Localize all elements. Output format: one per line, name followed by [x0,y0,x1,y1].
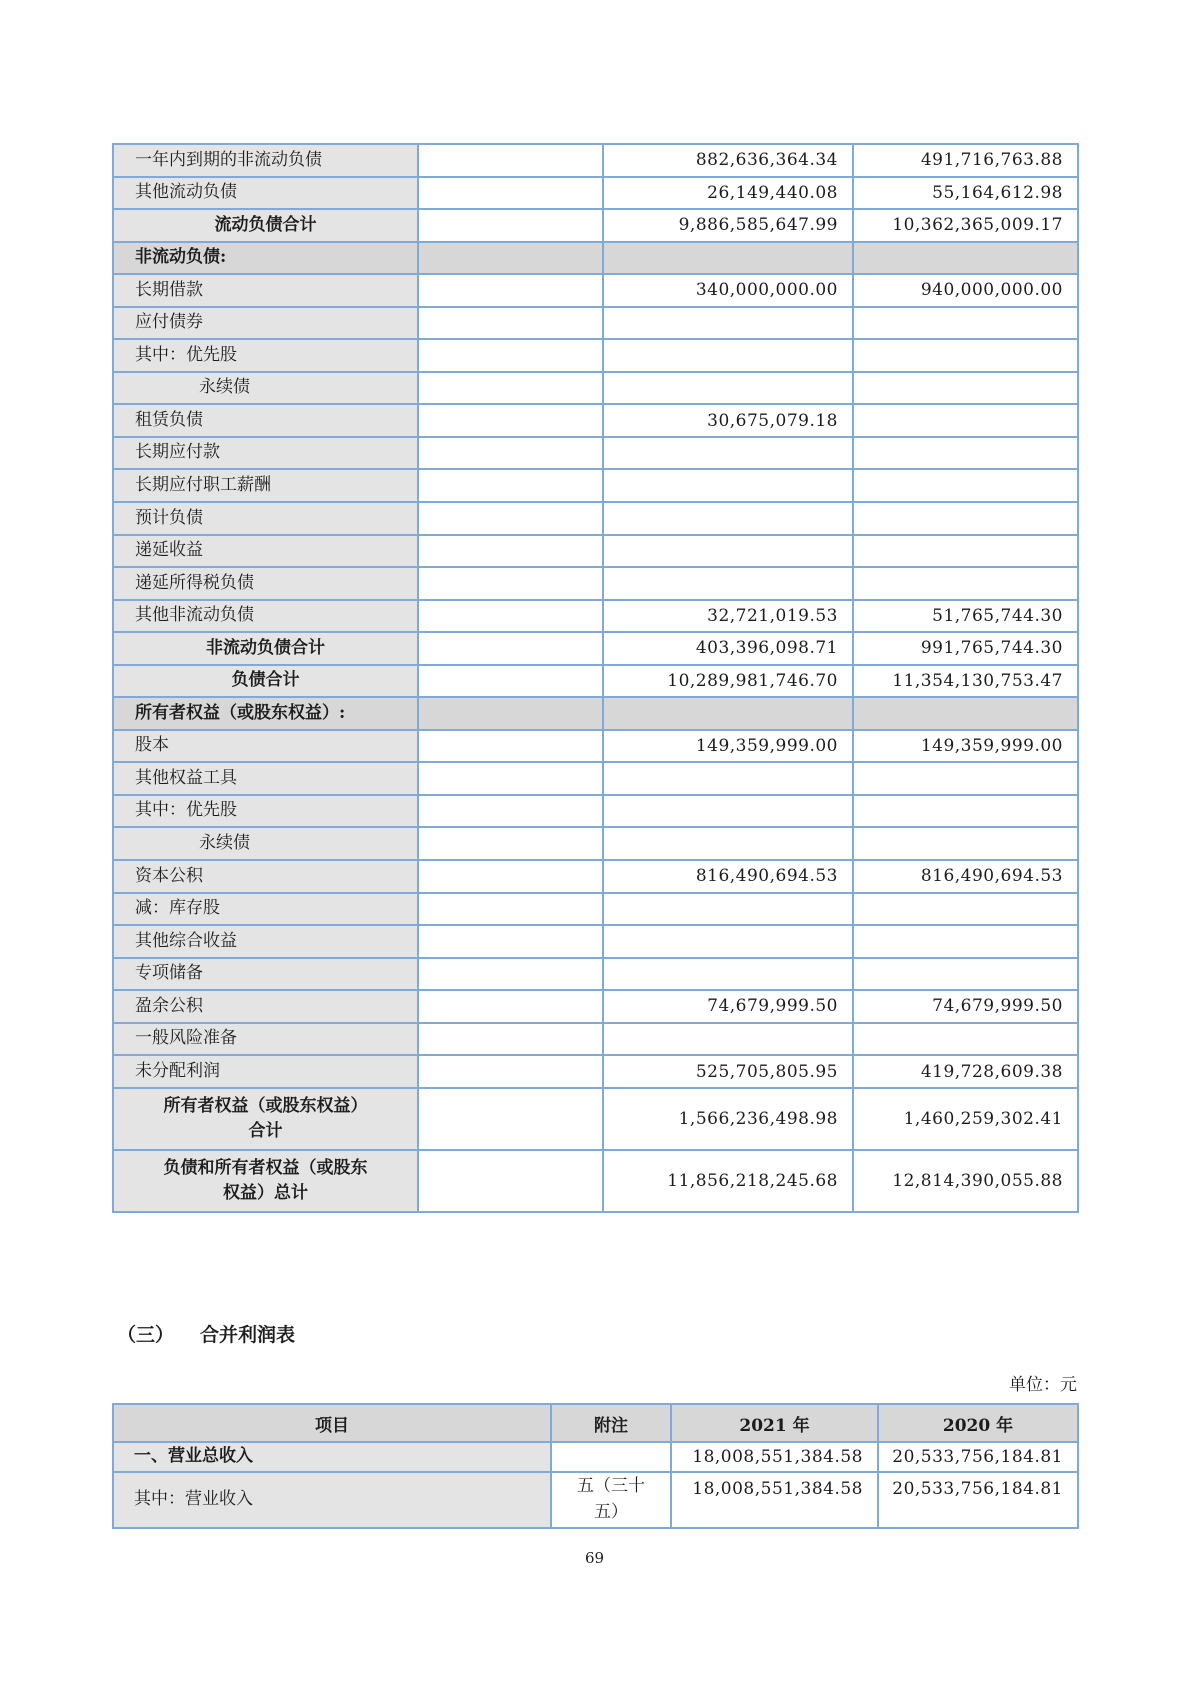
table-row [113,665,1078,698]
row-value-2021-cell [603,242,853,275]
row-note-cell [418,990,603,1023]
row-value-2021-cell [603,958,853,991]
row-value-2021-cell [603,567,853,600]
row-value-2020-cell [853,795,1078,828]
row-value-2020-cell [853,307,1078,340]
row-value-2021-cell [603,1023,853,1056]
row-note-cell [418,404,603,437]
row-value-2020-cell: 1,460,259,302.41 [853,1088,1078,1150]
column-header-note: 附注 [551,1404,671,1442]
row-label-cell: 一年内到期的非流动负债 [113,144,418,177]
row-note-cell [418,958,603,991]
table-row [113,242,1078,275]
row-value-2020-cell [853,535,1078,568]
row-note-cell [418,1055,603,1088]
row-note-cell [418,307,603,340]
row-value-2021-cell [603,827,853,860]
table-row [113,1472,1078,1528]
row-note-cell [418,437,603,470]
row-value-2021-cell [603,762,853,795]
table-row [113,274,1078,307]
row-value-2021-cell [603,697,853,730]
row-note-cell [418,177,603,210]
row-label-cell: 一般风险准备 [113,1023,418,1056]
row-note-cell [418,242,603,275]
row-value-2020-cell: 20,533,756,184.81 [878,1472,1078,1528]
row-value-2020-cell [853,339,1078,372]
row-value-2020-cell [853,242,1078,275]
income-statement-table [112,1403,1079,1529]
row-label-cell: 所有者权益（或股东权益） 合计 [113,1088,418,1150]
column-header-2020: 2020 年 [878,1404,1078,1442]
row-label-cell: 流动负债合计 [113,209,418,242]
row-value-2020-cell: 11,354,130,753.47 [853,665,1078,698]
row-value-2020-cell [853,404,1078,437]
row-label-cell: 其中：优先股 [113,795,418,828]
table-row [113,339,1078,372]
row-value-2020-cell: 12,814,390,055.88 [853,1150,1078,1212]
table-row [113,567,1078,600]
row-value-2020-cell [853,925,1078,958]
row-value-2020-cell: 816,490,694.53 [853,860,1078,893]
row-value-2021-cell: 11,856,218,245.68 [603,1150,853,1212]
row-label-cell: 其中：营业收入 [113,1472,551,1528]
row-label-cell: 长期应付职工薪酬 [113,469,418,502]
row-value-2020-cell: 991,765,744.30 [853,632,1078,665]
row-note-cell [418,893,603,926]
row-note-cell [418,144,603,177]
row-value-2020-cell [853,469,1078,502]
row-value-2020-cell: 419,728,609.38 [853,1055,1078,1088]
row-value-2020-cell [853,567,1078,600]
table-row [113,177,1078,210]
row-note-cell [418,795,603,828]
column-header-item: 项目 [113,1404,551,1442]
row-label-cell: 其他流动负债 [113,177,418,210]
table-row [113,762,1078,795]
row-note-cell [418,567,603,600]
row-note-cell [551,1442,671,1472]
row-label-cell: 所有者权益（或股东权益）: [113,697,418,730]
row-label-cell: 非流动负债合计 [113,632,418,665]
row-value-2021-cell: 1,566,236,498.98 [603,1088,853,1150]
row-value-2021-cell [603,437,853,470]
row-label-cell: 资本公积 [113,860,418,893]
row-note-cell [418,469,603,502]
table-row [113,404,1078,437]
row-note-cell [418,274,603,307]
row-value-2021-cell [603,535,853,568]
table-row [113,535,1078,568]
row-label-cell: 一、营业总收入 [113,1442,551,1472]
row-label-cell: 负债和所有者权益（或股东 权益）总计 [113,1150,418,1212]
row-value-2021-cell [603,502,853,535]
table-row [113,1442,1078,1472]
table-row [113,860,1078,893]
row-note-cell [418,1088,603,1150]
row-value-2021-cell: 149,359,999.00 [603,730,853,763]
row-value-2021-cell: 525,705,805.95 [603,1055,853,1088]
row-note-cell [418,665,603,698]
row-value-2020-cell: 149,359,999.00 [853,730,1078,763]
row-note-cell [418,1023,603,1056]
row-value-2020-cell: 74,679,999.50 [853,990,1078,1023]
row-note-cell: 五（三十 五） [551,1472,671,1528]
row-value-2020-cell [853,762,1078,795]
row-value-2021-cell: 9,886,585,647.99 [603,209,853,242]
table-row [113,144,1078,177]
row-value-2020-cell [853,437,1078,470]
table-row [113,958,1078,991]
row-label-cell: 预计负债 [113,502,418,535]
row-value-2021-cell: 10,289,981,746.70 [603,665,853,698]
table-row [113,437,1078,470]
row-value-2020-cell [853,827,1078,860]
row-label-cell: 专项储备 [113,958,418,991]
section-number: （三） [117,1324,175,1346]
row-value-2021-cell [603,925,853,958]
row-value-2020-cell: 20,533,756,184.81 [878,1442,1078,1472]
table-row [113,730,1078,763]
row-value-2021-cell: 32,721,019.53 [603,600,853,633]
row-value-2021-cell: 340,000,000.00 [603,274,853,307]
table-row [113,632,1078,665]
row-value-2020-cell [853,893,1078,926]
table-row [113,469,1078,502]
row-note-cell [418,600,603,633]
table-row [113,307,1078,340]
income-statement-header [113,1404,1078,1442]
row-value-2021-cell [603,307,853,340]
row-value-2021-cell [603,339,853,372]
row-value-2021-cell: 18,008,551,384.58 [671,1442,878,1472]
row-value-2020-cell [853,697,1078,730]
row-value-2020-cell [853,372,1078,405]
row-note-cell [418,860,603,893]
row-note-cell [418,827,603,860]
row-label-cell: 永续债 [113,827,418,860]
row-value-2021-cell [603,469,853,502]
row-label-cell: 其他非流动负债 [113,600,418,633]
table-row [113,600,1078,633]
row-label-cell: 减：库存股 [113,893,418,926]
unit-label: 单位：元 [1009,1375,1077,1395]
section-heading [117,1322,295,1348]
row-label-cell: 其他权益工具 [113,762,418,795]
row-label-cell: 递延所得税负债 [113,567,418,600]
row-note-cell [418,209,603,242]
row-note-cell [418,502,603,535]
table-row [113,990,1078,1023]
balance-sheet-body [113,144,1078,1212]
row-label-cell: 盈余公积 [113,990,418,1023]
row-label-cell: 其他综合收益 [113,925,418,958]
table-row [113,502,1078,535]
table-row [113,697,1078,730]
row-note-cell [418,339,603,372]
row-value-2021-cell: 26,149,440.08 [603,177,853,210]
row-label-cell: 租赁负债 [113,404,418,437]
page-number: 69 [584,1549,605,1567]
row-label-cell: 递延收益 [113,535,418,568]
row-value-2021-cell: 74,679,999.50 [603,990,853,1023]
row-value-2021-cell [603,893,853,926]
table-row [113,1088,1078,1150]
row-value-2021-cell: 403,396,098.71 [603,632,853,665]
row-value-2021-cell [603,795,853,828]
balance-sheet-table [112,143,1079,1213]
row-note-cell [418,730,603,763]
row-value-2020-cell: 10,362,365,009.17 [853,209,1078,242]
row-value-2021-cell [603,372,853,405]
row-value-2020-cell: 940,000,000.00 [853,274,1078,307]
table-row [113,1150,1078,1212]
row-note-cell [418,762,603,795]
column-header-2021: 2021 年 [671,1404,878,1442]
table-row [113,1055,1078,1088]
table-row [113,795,1078,828]
row-label-cell: 长期应付款 [113,437,418,470]
section-title-text: 合并利润表 [200,1324,296,1346]
row-label-cell: 非流动负债: [113,242,418,275]
row-note-cell [418,535,603,568]
row-label-cell: 永续债 [113,372,418,405]
row-label-cell: 负债合计 [113,665,418,698]
row-value-2021-cell: 18,008,551,384.58 [671,1472,878,1528]
row-value-2020-cell: 51,765,744.30 [853,600,1078,633]
row-label-cell: 未分配利润 [113,1055,418,1088]
row-label-cell: 长期借款 [113,274,418,307]
row-value-2021-cell: 882,636,364.34 [603,144,853,177]
row-value-2020-cell [853,1023,1078,1056]
row-value-2021-cell: 816,490,694.53 [603,860,853,893]
row-note-cell [418,372,603,405]
row-value-2020-cell [853,502,1078,535]
table-row [113,925,1078,958]
row-note-cell [418,632,603,665]
table-row [113,209,1078,242]
row-note-cell [418,925,603,958]
income-statement-body [113,1442,1078,1528]
row-note-cell [418,1150,603,1212]
table-row [113,893,1078,926]
table-row [113,827,1078,860]
row-value-2020-cell: 55,164,612.98 [853,177,1078,210]
header-row [113,1404,1078,1442]
row-value-2020-cell: 491,716,763.88 [853,144,1078,177]
row-note-cell [418,697,603,730]
row-label-cell: 股本 [113,730,418,763]
row-value-2021-cell: 30,675,079.18 [603,404,853,437]
row-value-2020-cell [853,958,1078,991]
row-label-cell: 应付债券 [113,307,418,340]
table-row [113,372,1078,405]
table-row [113,1023,1078,1056]
row-label-cell: 其中：优先股 [113,339,418,372]
